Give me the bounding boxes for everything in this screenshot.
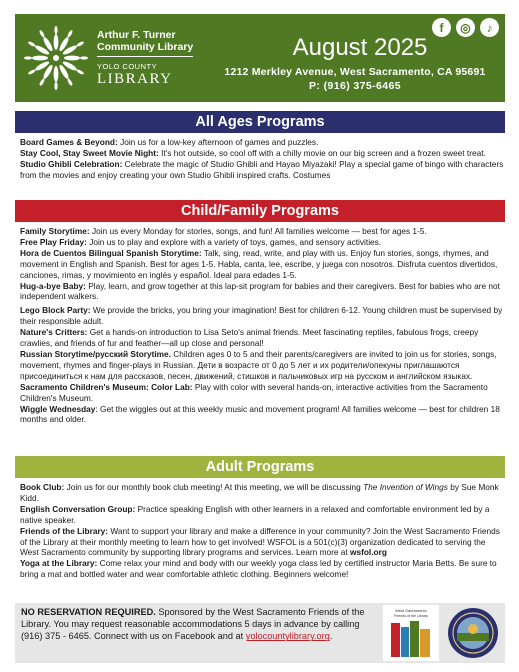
program-description: Come relax your mind and body with our weekly yoga class led by certified instructor Maria Betts. Be sure to bring a mat and bottled water and wear comfortable athletic clothing. Beginners welcome! xyxy=(20,558,497,580)
program-name: Wiggle Wednesday xyxy=(20,403,96,414)
list-item xyxy=(20,281,505,303)
svg-text:West Sacramento: West Sacramento xyxy=(395,608,427,613)
section-header-all-ages: All Ages Programs xyxy=(15,111,505,133)
adult-list xyxy=(20,482,505,580)
program-name: Russian Storytime/русский Storytime. xyxy=(20,348,171,359)
library-logo-icon xyxy=(21,22,91,94)
section-header-child-family: Child/Family Programs xyxy=(15,200,505,222)
list-item xyxy=(20,148,505,159)
list-item xyxy=(20,382,505,404)
county-label: YOLO COUNTY xyxy=(97,62,158,71)
list-item xyxy=(20,349,505,382)
wsfol-link[interactable]: wsfol.org xyxy=(350,547,387,558)
program-description: Want to support your library and make a difference in your community? Join the West Sacramento Friends of the Library at their monthly meeting to learn how to get involved! WSFOL is a 501(c)(3) organization dedicated to serving the West Sacramento community by supporting library programs and services. Learn more at xyxy=(20,525,500,558)
list-item xyxy=(20,248,505,281)
child-family-list xyxy=(20,226,505,425)
program-description: Play with color with several hands-on, interactive activities from the Sacramento Children's Museum. xyxy=(20,381,488,403)
footer-period: . xyxy=(329,631,333,642)
program-description: Practice speaking English with other learners in a relaxed and comfortable environment led by a native speaker. xyxy=(20,503,490,525)
program-description: Join us for a low-key afternoon of games and puzzles. xyxy=(120,137,319,147)
program-description: Join us for our monthly book club meeting! At this meeting, we will be discussing xyxy=(66,482,361,492)
program-name: Yoga at the Library: xyxy=(20,558,98,569)
page-title: August 2025 xyxy=(292,34,428,61)
city-seal-icon xyxy=(447,607,499,659)
footer-box xyxy=(15,603,505,663)
program-name: Stay Cool, Stay Sweet Movie Night: xyxy=(20,147,159,158)
program-description: It's hot outside, so cool off with a chilly movie on our big screen and a frozen sweet treat. xyxy=(161,147,486,158)
program-name: Hug-a-bye Baby: xyxy=(20,280,86,291)
list-item xyxy=(20,526,505,559)
library-name: Arthur F. Turner Community Library xyxy=(97,29,194,53)
divider xyxy=(97,56,193,57)
program-description: Join us every Monday for stories, songs, and fun! All families welcome — best for ages 1-5. xyxy=(91,226,427,236)
program-name: Family Storytime: xyxy=(20,226,90,236)
instagram-icon[interactable]: ◎ xyxy=(456,18,475,37)
section-header-adult: Adult Programs xyxy=(15,456,505,478)
list-item xyxy=(20,305,505,327)
list-item xyxy=(20,404,505,426)
footer-sponsor-text: Sponsored by the West Sacramento Friends of the Library. You may request reasonable accommodations 5 days in advance by calling (916) 375 - 6465. Connect with us on Facebook and at xyxy=(21,607,365,642)
list-item xyxy=(20,482,505,504)
program-name: Board Games & Beyond: xyxy=(20,137,118,147)
list-item xyxy=(20,237,505,248)
program-description: Talk, sing, read, write, and play with us. Enjoy fun stories, songs, rhymes, and movement in English and Spanish. Best for ages 1-5. Habla, canta, lee, escribe, y juega con nosotros. Disfruta cuentos divertidos, canciones, rimas, y movimiento en inglés y español. Ideal para edades 1-5. xyxy=(20,247,498,280)
library-phone: P: (916) 375-6465 xyxy=(308,80,402,92)
program-name: English Conversation Group: xyxy=(20,503,136,514)
program-name: Sacramento Children's Museum: Color Lab: xyxy=(20,381,193,392)
list-item xyxy=(20,504,505,526)
program-name: Nature's Critters: xyxy=(20,327,88,338)
program-description: Children ages 0 to 5 and their parents/caregivers are invited to join us for stories, songs, movement, rhymes and finger-plays in Russian. Дети в возрасте от 0 до 5 лет и их родители/опекуны приглашаются присоединиться к нам для рассказов, песен, движений, стишков и пальчиковых игр на русском и английском языках. xyxy=(20,348,497,381)
library-address: 1212 Merkley Avenue, West Sacramento, CA 95691 xyxy=(224,66,486,78)
program-name: Free Play Friday: xyxy=(20,236,87,247)
program-description: Play, learn, and grow together at this lap-sit program for babies and their caregivers. Best for babies who are not independent walkers. xyxy=(20,280,500,302)
program-description: We provide the bricks, you bring your imagination! Best for children 6-12. Young children must be supervised by their responsible adult. xyxy=(20,305,503,327)
program-description: Join us to play and explore with a variety of toys, games, and sensory activities. xyxy=(89,236,382,247)
program-description: : Get the wiggles out at this weekly music and movement program! All families welcome — best for children 18 months and older. xyxy=(20,403,500,425)
list-item xyxy=(20,137,505,148)
program-name: Hora de Cuentos Bilingual Spanish Storytime: xyxy=(20,247,202,258)
library-wordmark: LIBRARY xyxy=(97,71,173,87)
list-item xyxy=(20,558,505,580)
friends-of-library-badge-icon xyxy=(383,605,439,661)
program-description: Celebrate the magic of Studio Ghibli and Hayao Miyazaki! Play a special game of bingo with characters from the movies and enjoy creating your own Studio Ghibli inspired crafts. Costumes xyxy=(20,158,504,180)
library-website-link[interactable]: yolocountylibrary.org xyxy=(245,631,330,642)
program-description: Get a hands-on introduction to Lisa Seto's animal friends. Meet fascinating reptiles, fabulous frogs, creepy crawlies, and friends of fur and feather—all up close and personal! xyxy=(20,327,479,349)
book-author: by Sue Monk Kidd. xyxy=(20,482,499,503)
tiktok-icon[interactable]: ♪ xyxy=(480,18,499,37)
list-item xyxy=(20,226,505,237)
program-name: Friends of the Library: xyxy=(20,525,109,536)
all-ages-list xyxy=(20,137,505,195)
program-name: Studio Ghibli Celebration: xyxy=(20,158,123,169)
program-name: Book Club: xyxy=(20,482,65,492)
facebook-icon[interactable]: f xyxy=(432,18,451,37)
svg-text:Friends of the Library: Friends of the Library xyxy=(394,614,428,618)
list-item xyxy=(20,327,505,349)
book-title: The Invention of Wings xyxy=(363,482,448,492)
program-name: Lego Block Party: xyxy=(20,305,91,316)
no-reservation-label: NO RESERVATION REQUIRED. xyxy=(21,607,156,617)
list-item xyxy=(20,159,505,181)
footer-text xyxy=(21,606,376,643)
header-banner xyxy=(15,14,505,102)
